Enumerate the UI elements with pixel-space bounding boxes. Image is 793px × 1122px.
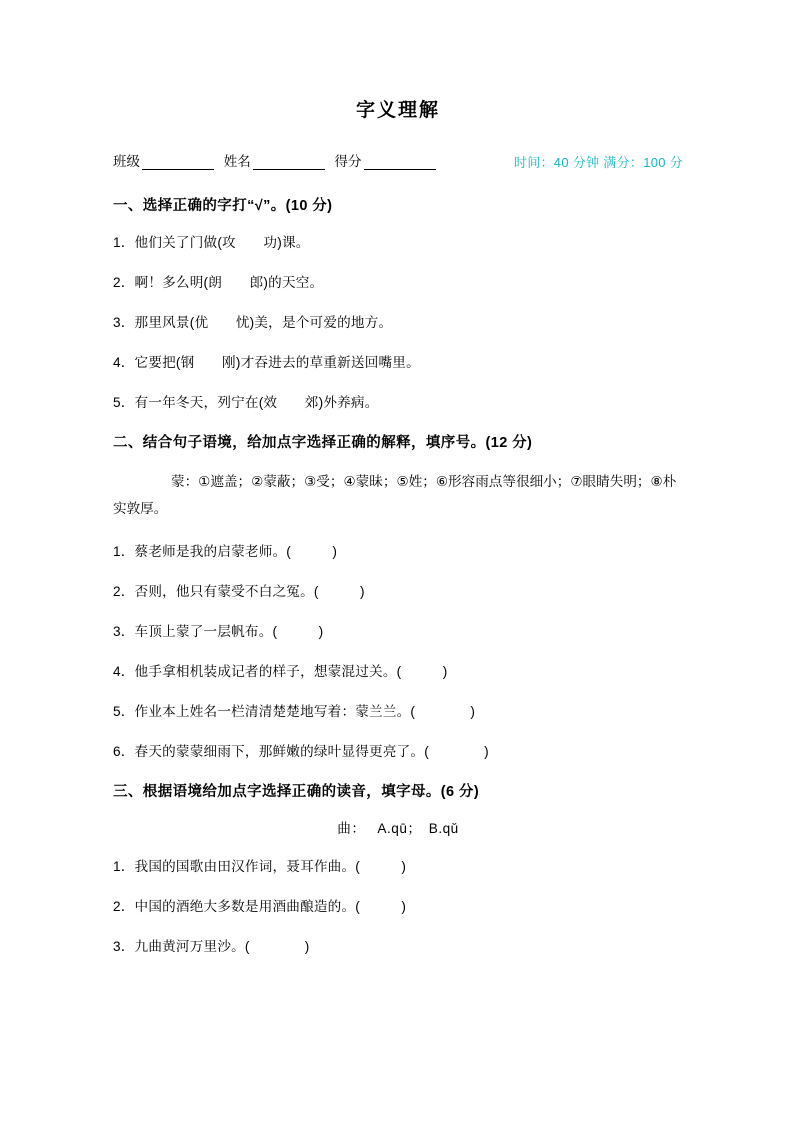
student-info-row [113, 150, 683, 172]
question-item: 3．九曲黄河万里沙。( ) [113, 939, 310, 955]
page-title: 字义理解 [355, 100, 440, 121]
class-input-blank[interactable] [142, 155, 214, 170]
question-item: 1．蔡老师是我的启蒙老师。( ) [113, 544, 338, 560]
class-label: 班级 [113, 154, 140, 169]
score-input-blank[interactable] [364, 155, 436, 170]
question-item: 5．有一年冬天，列宁在(效 郊)外养病。 [113, 395, 379, 410]
pinyin-options: A.qū； B.qǔ [377, 821, 459, 837]
worksheet [113, 95, 683, 975]
question-item: 5．作业本上姓名一栏清清楚楚地写着：蒙兰兰。( ) [113, 704, 476, 720]
section-heading-2: 二、结合句子语境，给加点字选择正确的解释，填序号。(12 分) [113, 435, 533, 451]
question-item: 6．春天的蒙蒙细雨下，那鲜嫩的绿叶显得更亮了。( ) [113, 744, 489, 760]
question-item: 4．它要把(钢 刚)才吞进去的草重新送回嘴里。 [113, 355, 420, 370]
question-item: 2．否则，他只有蒙受不白之冤。( ) [113, 584, 365, 600]
class-field-group [113, 150, 442, 170]
pinyin-options-line [113, 817, 683, 837]
question-item: 4．他手拿相机装成记者的样子，想蒙混过关。( ) [113, 664, 448, 680]
section-heading-3: 三、根据语境给加点字选择正确的读音，填字母。(6 分) [113, 784, 480, 801]
question-item: 2．中国的酒绝大多数是用酒曲酿造的。( ) [113, 899, 407, 915]
name-label: 姓名 [223, 154, 251, 169]
question-item: 3．车顶上蒙了一层帆布。( ) [113, 624, 324, 640]
question-item: 1．我国的国歌由田汉作词，聂耳作曲。( ) [113, 859, 407, 875]
section-heading-1: 一、选择正确的字打“√”。(10 分) [113, 198, 333, 214]
name-input-blank[interactable] [253, 155, 325, 170]
question-item: 3．那里风景(优 忧)美，是个可爱的地方。 [113, 315, 393, 330]
question-item: 1．他们关了门做(攻 功)课。 [113, 235, 310, 250]
score-label: 得分 [334, 154, 362, 169]
pinyin-char-label: 曲： [337, 821, 366, 837]
exam-meta: 时间：40 分钟 满分：100 分 [513, 155, 683, 170]
meaning-definitions: 蒙：①遮盖；②蒙蔽；③受；④蒙昧；⑤姓；⑥形容雨点等很细小；⑦眼睛失明；⑧朴实敦厚。 [113, 474, 677, 517]
question-item: 2．啊！多么明(朗 郎)的天空。 [113, 275, 324, 290]
